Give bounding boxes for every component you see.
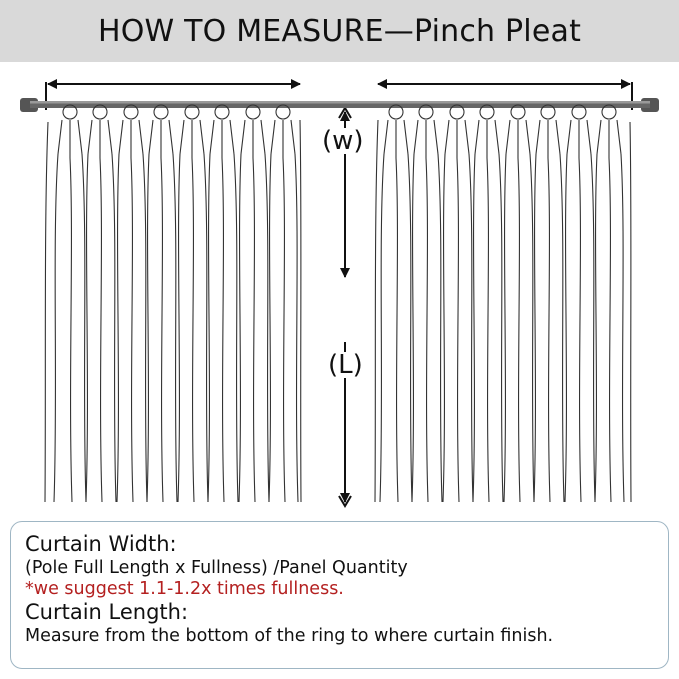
width-label: (w)	[318, 128, 368, 154]
measurement-info-card	[10, 521, 669, 669]
curtain-panel-right	[375, 105, 631, 502]
curtain-length-instruction: Measure from the bottom of the ring to where curtain finish.	[25, 625, 554, 646]
title-bar	[0, 0, 679, 62]
curtain-length-heading: Curtain Length:	[25, 600, 189, 625]
curtain-width-formula: (Pole Full Length x Fullness) /Panel Quantity	[25, 557, 408, 578]
fabric-folds-right	[380, 154, 624, 502]
pinch-pleats-right	[384, 120, 621, 158]
page-title: HOW TO MEASURE—Pinch Pleat	[97, 13, 582, 49]
fabric-folds-left	[54, 154, 298, 502]
pinch-pleats-left	[58, 120, 295, 158]
curtain-width-heading: Curtain Width:	[25, 532, 177, 556]
fullness-suggestion-note: *we suggest 1.1-1.2x times fullness.	[25, 578, 344, 599]
curtain-diagram	[0, 62, 679, 522]
length-label: (L)	[324, 352, 367, 378]
curtain-panel-left	[45, 105, 301, 502]
curtain-rod	[20, 98, 659, 112]
